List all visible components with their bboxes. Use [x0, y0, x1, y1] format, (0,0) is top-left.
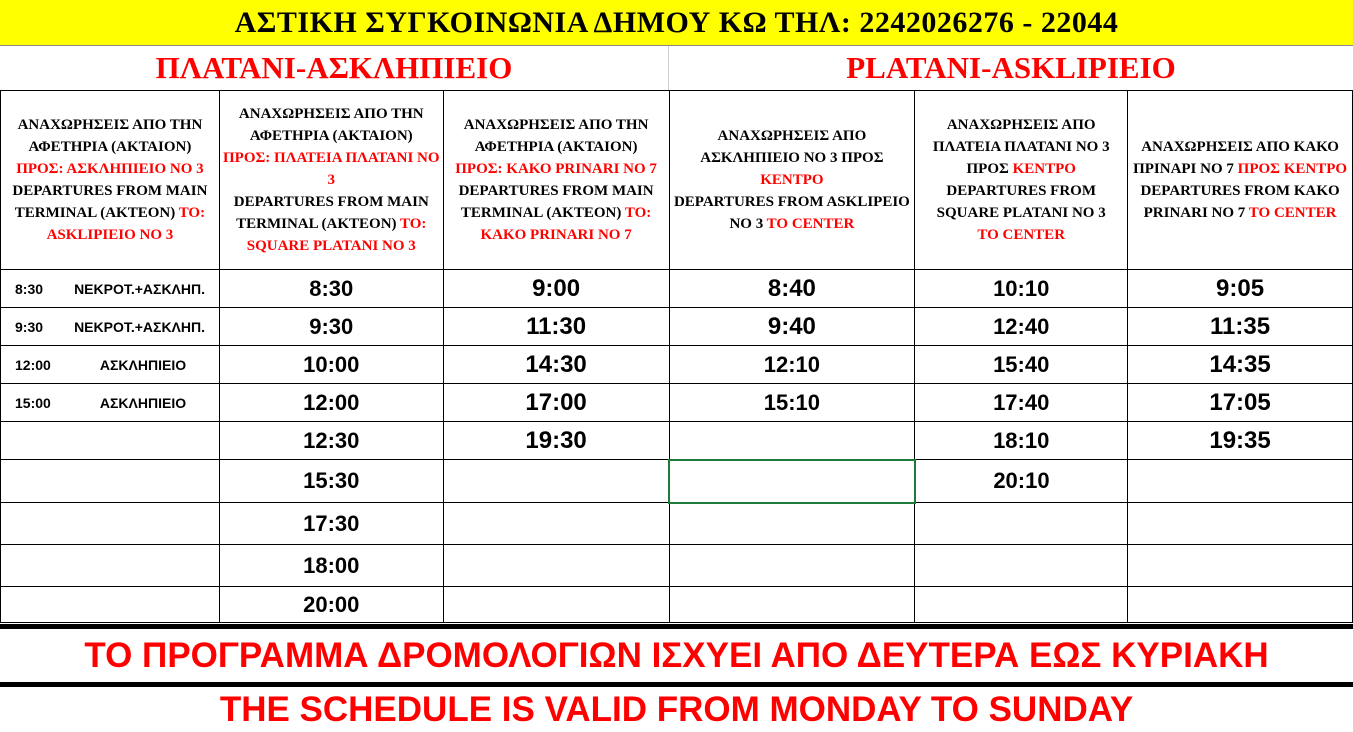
cell[interactable] [1, 545, 220, 587]
departure-time: 10:10 [993, 275, 1050, 301]
cell[interactable] [669, 503, 915, 545]
cell[interactable] [219, 460, 443, 503]
footer-notice-english: THE SCHEDULE IS VALID FROM MONDAY TO SUNDAY [219, 689, 1134, 729]
departure-time: 11:30 [526, 312, 587, 340]
departure-time: 14:30 [525, 350, 587, 378]
cell[interactable] [443, 545, 669, 587]
departure-time: 19:35 [1209, 426, 1271, 454]
departure-time: 15:00 [15, 394, 51, 411]
table-row [1, 346, 1353, 384]
cell[interactable] [669, 346, 915, 384]
cell[interactable] [669, 270, 915, 308]
cell[interactable] [915, 503, 1128, 545]
cell[interactable] [669, 545, 915, 587]
cell[interactable] [915, 422, 1128, 460]
departure-time: 17:05 [1209, 388, 1271, 416]
cell[interactable] [1, 346, 220, 384]
table-row [1, 545, 1353, 587]
departure-time: 20:00 [303, 591, 360, 617]
cell[interactable] [1128, 346, 1353, 384]
cell[interactable] [1128, 384, 1353, 422]
cell[interactable] [915, 460, 1128, 503]
departure-time: 17:00 [525, 388, 587, 416]
cell[interactable] [1, 270, 220, 308]
table-row [1, 503, 1353, 545]
cell[interactable] [443, 270, 669, 308]
cell[interactable] [915, 384, 1128, 422]
departure-time: 12:00 [303, 389, 360, 415]
departure-time: 8:40 [767, 274, 816, 302]
cell[interactable] [219, 545, 443, 587]
cell[interactable] [219, 308, 443, 346]
departure-time: 15:40 [993, 351, 1050, 377]
departure-time: 17:30 [303, 510, 360, 536]
departure-time: 10:00 [303, 351, 360, 377]
column-header: ΑΝΑΧΩΡΗΣΕΙΣ ΑΠΟ ΠΛΑΤΕΙΑ ΠΛΑΤΑΝΙ ΝΟ 3 ΠΡΟΣ ΚΕΝΤΡΟ DEPARTURES FROM SQUARE PLATANI NO 3 TO CENTER [915, 91, 1128, 270]
route-title-english: PLATANI-ASKLIPIEIO [846, 50, 1176, 85]
cell[interactable] [1128, 503, 1353, 545]
via-stop: ΝΕΚΡΟΤ.+ΑΣΚΛΗΠ. [74, 280, 205, 297]
departure-time: 12:40 [993, 313, 1050, 339]
cell[interactable] [1, 384, 220, 422]
cell[interactable] [1128, 587, 1353, 623]
departure-time: 18:00 [303, 552, 360, 578]
cell[interactable] [443, 587, 669, 623]
departure-time: 15:30 [303, 468, 360, 493]
via-stop: ΝΕΚΡΟΤ.+ΑΣΚΛΗΠ. [74, 318, 205, 335]
route-title-greek: ΠΛΑΤΑΝΙ-ΑΣΚΛΗΠΙΕΙΟ [155, 50, 513, 85]
departure-time: 14:35 [1209, 350, 1271, 378]
departure-time: 12:10 [763, 351, 821, 377]
table-row [1, 270, 1353, 308]
footer-notice-greek: ΤΟ ΠΡΟΓΡΑΜΜΑ ΔΡΟΜΟΛΟΓΙΩΝ ΙΣΧΥΕΙ ΑΠΟ ΔΕΥΤΕΡΑ ΕΩΣ ΚΥΡΙΑΚΗ [84, 635, 1269, 675]
cell[interactable] [915, 346, 1128, 384]
cell[interactable] [1, 308, 220, 346]
table-row [1, 587, 1353, 623]
cell[interactable] [219, 346, 443, 384]
cell[interactable] [219, 422, 443, 460]
table-row [1, 384, 1353, 422]
departure-time: 12:00 [15, 356, 51, 373]
title-text: ΑΣΤΙΚΗ ΣΥΓΚΟΙΝΩΝΙΑ ΔΗΜΟΥ ΚΩ ΤΗΛ: 2242026276 - 22044 [234, 5, 1119, 39]
departure-time: 12:30 [303, 427, 360, 453]
cell[interactable] [443, 460, 669, 503]
departure-time: 19:30 [525, 426, 587, 454]
cell[interactable] [915, 545, 1128, 587]
cell[interactable] [1128, 545, 1353, 587]
column-header: ΑΝΑΧΩΡΗΣΕΙΣ ΑΠΟ ΑΣΚΛΗΠΙΕΙΟ ΝΟ 3 ΠΡΟΣ ΚΕΝΤΡΟ DEPARTURES FROM ASKLIPEIO NO 3 TO CENTER [669, 91, 915, 270]
cell[interactable] [443, 384, 669, 422]
cell[interactable] [219, 384, 443, 422]
cell[interactable] [443, 346, 669, 384]
schedule-table [0, 90, 1353, 623]
cell[interactable] [1, 422, 220, 460]
table-row [1, 308, 1353, 346]
via-stop: ΑΣΚΛΗΠΙΕΙΟ [99, 356, 187, 373]
cell[interactable] [443, 308, 669, 346]
departure-time: 8:30 [15, 280, 44, 297]
departure-time: 15:10 [763, 389, 821, 415]
table-row [1, 460, 1353, 503]
cell[interactable] [669, 384, 915, 422]
cell[interactable] [1128, 308, 1353, 346]
header-row [1, 91, 1353, 270]
cell[interactable] [669, 308, 915, 346]
departure-time: 9:05 [1216, 274, 1265, 302]
column-header: ΑΝΑΧΩΡΗΣΕΙΣ ΑΠΟ ΤΗΝ ΑΦΕΤΗΡΙΑ (ΑΚΤΑΙΟΝ) ΠΡΟΣ: ΑΣΚΛΗΠΙΕΙΟ ΝΟ 3 DEPARTURES FROM MAIN TERMINAL (AKTEON) TO: ASKLIPIEIO NO 3 [1, 91, 220, 270]
departure-time: 17:40 [993, 389, 1050, 415]
via-stop: ΑΣΚΛΗΠΙΕΙΟ [99, 394, 187, 411]
cell[interactable] [219, 587, 443, 623]
cell[interactable] [443, 422, 669, 460]
cell[interactable] [915, 270, 1128, 308]
column-header: ΑΝΑΧΩΡΗΣΕΙΣ ΑΠΟ ΤΗΝ ΑΦΕΤΗΡΙΑ (ΑΚΤΑΙΟΝ) ΠΡΟΣ: ΚΑΚΟ PRINARI ΝΟ 7 DEPARTURES FROM MAIN TERMINAL (AKTEON) TO: KAKO PRINARI NO 7 [443, 91, 669, 270]
departure-time: 9:30 [309, 313, 354, 339]
departure-time: 9:00 [532, 274, 581, 302]
cell[interactable] [669, 422, 915, 460]
column-header: ΑΝΑΧΩΡΗΣΕΙΣ ΑΠΟ ΤΗΝ ΑΦΕΤΗΡΙΑ (ΑΚΤΑΙΟΝ) ΠΡΟΣ: ΠΛΑΤΕΙΑ ΠΛΑΤΑΝΙ ΝΟ 3 DEPARTURES FROM MAIN TERMINAL (AKTEON) TO: SQUARE PLATANI NO 3 [219, 91, 443, 270]
cell[interactable] [669, 587, 915, 623]
departure-time: 18:10 [993, 427, 1050, 453]
title-banner [0, 0, 1353, 46]
departure-time: 8:30 [309, 275, 354, 301]
column-header: ΑΝΑΧΩΡΗΣΕΙΣ ΑΠΟ ΚΑΚΟ ΠΡΙΝΑΡΙ ΝΟ 7 ΠΡΟΣ ΚΕΝΤΡΟ DEPARTURES FROM KAKO PRINARI NO 7 TO CENTER [1128, 91, 1353, 270]
cell[interactable] [1, 587, 220, 623]
departure-time: 11:35 [1210, 312, 1271, 340]
cell[interactable] [219, 503, 443, 545]
departure-time: 9:30 [15, 318, 44, 335]
cell[interactable] [443, 503, 669, 545]
table-row [1, 422, 1353, 460]
cell[interactable] [915, 308, 1128, 346]
cell[interactable] [1128, 460, 1353, 503]
cell[interactable] [1128, 422, 1353, 460]
cell[interactable] [669, 460, 915, 503]
cell[interactable] [1128, 270, 1353, 308]
cell[interactable] [1, 460, 220, 503]
departure-time: 20:10 [993, 468, 1050, 493]
cell[interactable] [915, 587, 1128, 623]
departure-time: 9:40 [767, 312, 816, 340]
cell[interactable] [1, 503, 220, 545]
cell[interactable] [219, 270, 443, 308]
